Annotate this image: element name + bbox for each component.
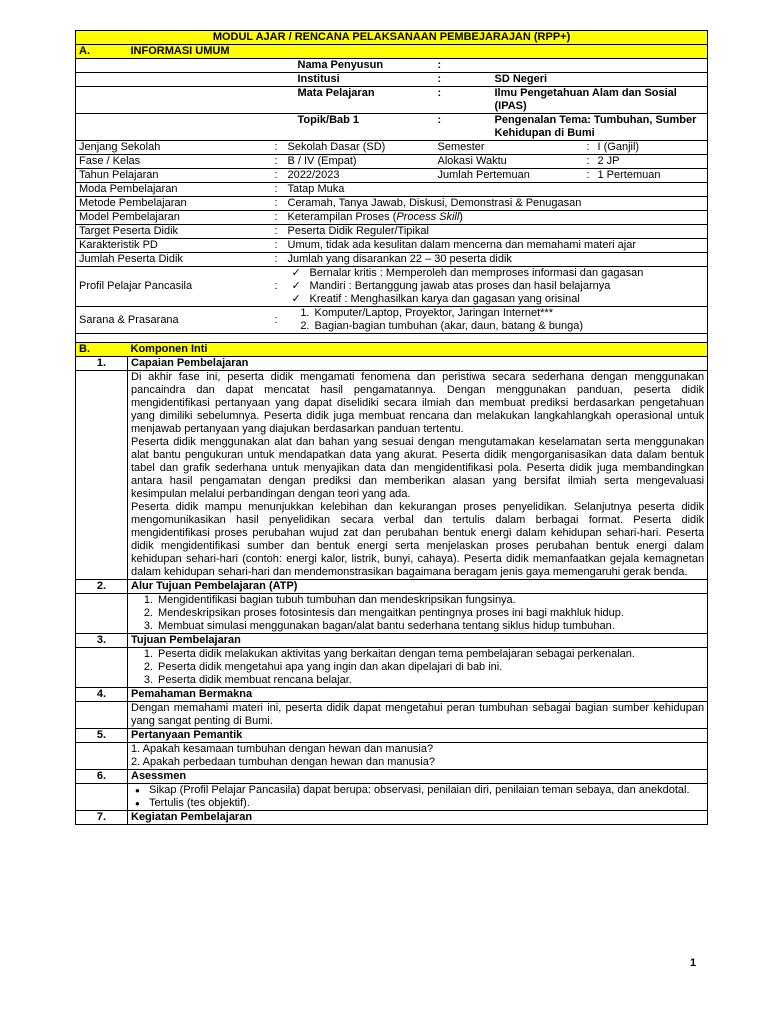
section-7-header xyxy=(76,811,708,825)
section-b-row xyxy=(76,343,708,357)
section-number: 4. xyxy=(76,688,128,702)
alokasi-label: Alokasi Waktu xyxy=(435,155,582,169)
info-row-karakteristik: Karakteristik PD : Umum, tidak ada kesulitan dalam mencerna dan memahami materi ajar xyxy=(76,239,708,253)
section-b-letter: B. xyxy=(76,343,128,357)
list-item: 2. Bagian-bagian tumbuhan (akar, daun, batang & bunga) xyxy=(300,320,583,332)
header-label-topik: Topik/Bab 1 xyxy=(268,114,435,141)
section-4-body xyxy=(76,702,708,729)
jumlah-pertemuan-value: 1 Pertemuan xyxy=(595,169,708,183)
check-icon: ✓ xyxy=(291,267,301,279)
list-item: ● Sikap (Profil Pelajar Pancasila) dapat berupa: observasi, penilaian diri, penilaian teman sebaya, dan anekdotal. xyxy=(131,784,704,797)
section-6-header xyxy=(76,770,708,784)
page-number: 1 xyxy=(690,957,697,969)
info-row-jenjang: Jenjang Sekolah : Sekolah Dasar (SD) Semester : I (Ganjil) xyxy=(76,141,708,155)
profil-label: Profil Pelajar Pancasila xyxy=(76,267,268,307)
section-2-header xyxy=(76,580,708,594)
paragraph: Di akhir fase ini, peserta didik mengamati fenomena dan peristiwa secara sederhana dengan menggunakan pancaindra dan dapat mencatat hasil pengamatannya. Dengan menggunakan panduan, peserta didik mengidentifikasi pertanyaan yang dapat diselidiki secara ilmiah dan membuat prediksi berdasarkan pengetahuan yang dimiliki sebelumnya. Peserta didik juga membuat rencana dan melakukan langkahlangkah operasional untuk menjawab pertanyaan yang diajukan berdasarkan panduan tertentu. xyxy=(131,371,705,435)
section-a-letter: A. xyxy=(76,45,128,59)
moda-value: Tatap Muka xyxy=(285,183,708,197)
paragraph: Peserta didik menggunakan alat dan bahan yang sesuai dengan mengutamakan keselamatan serta menggunakan alat bantu pengukuran untuk mendapatkan data yang akurat. Peserta didik mengorganisasikan data dalam bentuk tabel dan grafik sederhana untuk menyajikan data dan mengidentifikasi pola. Peserta didik juga membandingkan antara hasil pengamatan dengan prediksi dan memberikan alasan yang bersifat ilmiah serta mengevaluasi kesimpulan melalui perbandingan dengan teori yang ada. xyxy=(131,436,705,500)
tahun-value: 2022/2023 xyxy=(285,169,435,183)
semester-value: I (Ganjil) xyxy=(595,141,708,155)
karakteristik-value: Umum, tidak ada kesulitan dalam mencerna dan memahami materi ajar xyxy=(285,239,708,253)
section-number: 2. xyxy=(76,580,128,594)
check-icon: ✓ xyxy=(291,293,301,305)
section-title: Pemahaman Bermakna xyxy=(128,688,708,702)
section-title: Asessmen xyxy=(128,770,708,784)
title-row xyxy=(76,31,708,45)
list-item: 2. Peserta didik mengetahui apa yang ingin dan akan dipelajari di bab ini. xyxy=(143,661,503,673)
spacer-row xyxy=(76,334,708,343)
info-row-sarana: Sarana & Prasarana : 1. Komputer/Laptop, Proyektor, Jaringan Internet*** 2. Bagian-bagian tumbuhan (akar, daun, batang & bunga) xyxy=(76,307,708,334)
target-value: Peserta Didik Reguler/Tipikal xyxy=(285,225,708,239)
list-item: 2. Apakah perbedaan tumbuhan dengan hewan dan manusia? xyxy=(131,756,435,768)
header-colon: : xyxy=(435,59,492,73)
list-item: ✓ Bernalar kritis : Memperoleh dan memproses informasi dan gagasan xyxy=(288,267,705,280)
info-row-jumlah-pd: Jumlah Peserta Didik : Jumlah yang disarankan 22 – 30 peserta didik xyxy=(76,253,708,267)
alokasi-value: 2 JP xyxy=(595,155,708,169)
header-colon: : xyxy=(435,114,492,141)
info-row-moda: Moda Pembelajaran : Tatap Muka xyxy=(76,183,708,197)
list-item: 1. Komputer/Laptop, Proyektor, Jaringan Internet*** xyxy=(300,307,553,319)
jumlah-pd-value: Jumlah yang disarankan 22 – 30 peserta didik xyxy=(285,253,708,267)
header-label-mapel: Mata Pelajaran xyxy=(268,87,435,114)
tahun-label: Tahun Pelajaran xyxy=(76,169,268,183)
jumlah-pd-label: Jumlah Peserta Didik xyxy=(76,253,268,267)
section-title: Pertanyaan Pemantik xyxy=(128,729,708,743)
section-number: 5. xyxy=(76,729,128,743)
header-info-row xyxy=(76,73,708,87)
section-3-header xyxy=(76,634,708,648)
karakteristik-label: Karakteristik PD xyxy=(76,239,268,253)
section-1-body xyxy=(76,371,708,580)
asesmen-list xyxy=(131,784,704,810)
section-2-body xyxy=(76,594,708,634)
sarana-list xyxy=(288,307,705,333)
header-colon: : xyxy=(435,73,492,87)
list-item: ● Tertulis (tes objektif). xyxy=(131,797,704,810)
list-item: ✓ Mandiri : Bertanggung jawab atas proses dan hasil belajarnya xyxy=(288,280,705,293)
section-b-title: Komponen Inti xyxy=(128,343,708,357)
paragraph: Dengan memahami materi ini, peserta didik dapat mengetahui peran tumbuhan sebagai bagian sumber kehidupan yang sangat penting di Bumi. xyxy=(128,702,708,729)
jumlah-pertemuan-label: Jumlah Pertemuan xyxy=(435,169,582,183)
section-number: 6. xyxy=(76,770,128,784)
header-value-mapel: Ilmu Pengetahuan Alam dan Sosial (IPAS) xyxy=(492,87,708,114)
metode-value: Ceramah, Tanya Jawab, Diskusi, Demonstrasi & Penugasan xyxy=(285,197,708,211)
section-a-title: INFORMASI UMUM xyxy=(128,45,708,59)
jenjang-label: Jenjang Sekolah xyxy=(76,141,268,155)
jenjang-value: Sekolah Dasar (SD) xyxy=(285,141,435,155)
check-icon: ✓ xyxy=(291,280,301,292)
info-row-tahun: Tahun Pelajaran : 2022/2023 Jumlah Pertemuan : 1 Pertemuan xyxy=(76,169,708,183)
section-4-header xyxy=(76,688,708,702)
info-row-model: Model Pembelajaran : Keterampilan Proses (Process Skill) xyxy=(76,211,708,225)
section-title: Alur Tujuan Pembelajaran (ATP) xyxy=(128,580,708,594)
header-info-row xyxy=(76,87,708,114)
header-info-row xyxy=(76,59,708,73)
rpp-table xyxy=(75,30,708,825)
tujuan-list xyxy=(131,648,704,687)
list-item: 1. Apakah kesamaan tumbuhan dengan hewan dan manusia? xyxy=(131,743,434,755)
section-number: 3. xyxy=(76,634,128,648)
list-item: 1. Mengidentifikasi bagian tubuh tumbuhan dan mendeskripsikan fungsinya. xyxy=(143,594,516,606)
target-label: Target Peserta Didik xyxy=(76,225,268,239)
bullet-icon: ● xyxy=(135,799,140,808)
section-number: 1. xyxy=(76,357,128,371)
fase-label: Fase / Kelas xyxy=(76,155,268,169)
list-item: 2. Mendeskripsikan proses fotosintesis dan mengaitkan pentingnya proses ini bagi makhluk hidup. xyxy=(143,607,624,619)
document-title: MODUL AJAR / RENCANA PELAKSANAAN PEMBEJARAJAN (RPP+) xyxy=(76,31,708,45)
section-a-row xyxy=(76,45,708,59)
model-label: Model Pembelajaran xyxy=(76,211,268,225)
info-row-target: Target Peserta Didik : Peserta Didik Reguler/Tipikal xyxy=(76,225,708,239)
moda-label: Moda Pembelajaran xyxy=(76,183,268,197)
info-row-fase: Fase / Kelas : B / IV (Empat) Alokasi Waktu : 2 JP xyxy=(76,155,708,169)
header-label-nama: Nama Penyusun xyxy=(268,59,435,73)
header-value-institusi: SD Negeri xyxy=(492,73,708,87)
section-5-body xyxy=(76,743,708,770)
header-colon: : xyxy=(435,87,492,114)
section-title: Kegiatan Pembelajaran xyxy=(128,811,708,825)
fase-value: B / IV (Empat) xyxy=(285,155,435,169)
metode-label: Metode Pembelajaran xyxy=(76,197,268,211)
atp-list xyxy=(131,594,704,633)
header-value-nama xyxy=(492,59,708,73)
section-6-body xyxy=(76,784,708,811)
info-row-metode: Metode Pembelajaran : Ceramah, Tanya Jawab, Diskusi, Demonstrasi & Penugasan xyxy=(76,197,708,211)
paragraph: Peserta didik mampu menunjukkan kelebihan dan kekurangan proses penyelidikan. Selanjutnya peserta didik mengomunikasikan hasil penyelidikan secara verbal dan tertulis dalam berbagai format. Peserta didik mengidentifikasi proses perubahan wujud zat dan perubahan bentuk energi dalam kehidupan sehari-hari. Peserta didik mengidentifikasi sumber dan bentuk energi serta menjelaskan proses perubahan bentuk energi dalam kehidupan sehari-hari (contoh: energi kalor, listrik, bunyi, cahaya). Peserta didik memanfaatkan gejala kemagnetan dalam kehidupan sehari-hari dan mendemonstrasikan bagaimana beragam jenis gaya memengaruhi gerak benda. xyxy=(131,501,705,578)
section-1-header xyxy=(76,357,708,371)
section-title: Capaian Pembelajaran xyxy=(128,357,708,371)
section-5-header xyxy=(76,729,708,743)
semester-label: Semester xyxy=(435,141,582,155)
profil-list xyxy=(288,267,705,306)
list-item: ✓ Kreatif : Menghasilkan karya dan gagasan yang orisinal xyxy=(288,293,705,306)
bullet-icon: ● xyxy=(135,786,140,795)
list-item: 3. Peserta didik membuat rencana belajar. xyxy=(143,674,352,686)
list-item: 3. Membuat simulasi menggunakan bagan/alat bantu sederhana tentang siklus hidup tumbuhan. xyxy=(143,620,615,632)
list-item: 1. Peserta didik melakukan aktivitas yang berkaitan dengan tema pembelajaran sebagai perkenalan. xyxy=(143,648,635,660)
section-number: 7. xyxy=(76,811,128,825)
model-value: Keterampilan Proses (Process Skill) xyxy=(285,211,708,225)
header-value-topik: Pengenalan Tema: Tumbuhan, Sumber Kehidupan di Bumi xyxy=(492,114,708,141)
sarana-label: Sarana & Prasarana xyxy=(76,307,268,334)
header-label-institusi: Institusi xyxy=(268,73,435,87)
info-row-profil: Profil Pelajar Pancasila : ✓ Bernalar kritis : Memperoleh dan memproses informasi dan gagasan ✓ Mandiri : Bertanggung jawab atas proses dan hasil belajarnya ✓ Kreatif : Menghasilkan karya dan gagasan yang orisinal xyxy=(76,267,708,307)
section-3-body xyxy=(76,648,708,688)
section-title: Tujuan Pembelajaran xyxy=(128,634,708,648)
header-info-row xyxy=(76,114,708,141)
